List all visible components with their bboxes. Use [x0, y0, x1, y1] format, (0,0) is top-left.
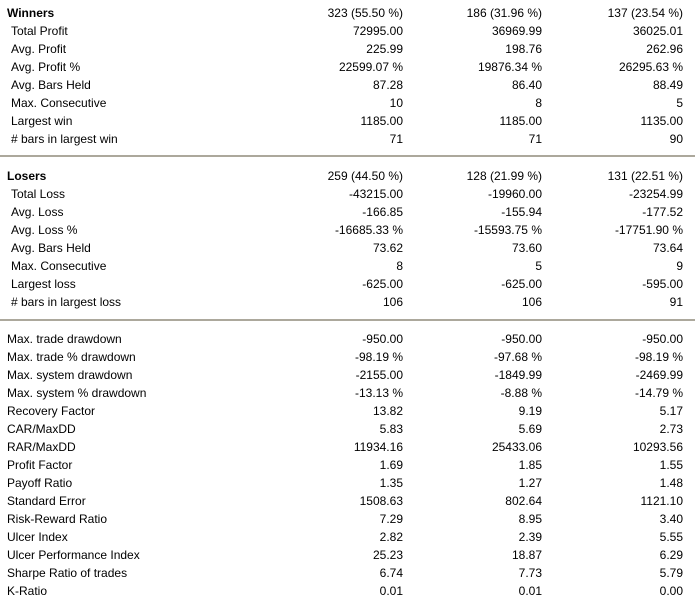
row-value-col3: 1121.10 [640, 494, 683, 508]
section-title: Winners [7, 6, 55, 20]
row-value-col3: 26295.63 % [618, 60, 683, 74]
row-value-col3: 1.48 [659, 476, 683, 490]
table-row [7, 239, 683, 257]
row-value-col3: -2469.99 [635, 368, 683, 382]
row-value-col3: -595.00 [642, 277, 683, 291]
row-label: Standard Error [7, 494, 86, 508]
row-value-col3: 91 [669, 295, 683, 309]
row-label: Total Loss [11, 187, 66, 201]
row-value-col1: -98.19 % [354, 350, 403, 364]
row-label: Ulcer Performance Index [7, 548, 140, 562]
row-label: Max. system drawdown [7, 368, 133, 382]
table-row [7, 94, 683, 112]
row-value-col2: 802.64 [505, 494, 542, 508]
row-value-col1: -166.85 [362, 205, 403, 219]
row-value-col3: 5 [676, 96, 683, 110]
row-label: Sharpe Ratio of trades [7, 566, 128, 580]
row-value-col1: -2155.00 [355, 368, 403, 382]
row-value-col1: 5.83 [379, 422, 403, 436]
row-value-col1: -950.00 [362, 332, 403, 346]
row-label: Total Profit [11, 24, 68, 38]
row-value-col1: 225.99 [366, 42, 403, 56]
table-row [7, 221, 683, 239]
row-value-col2: 25433.06 [491, 440, 542, 454]
table-row [7, 492, 683, 510]
row-value-col2: 86.40 [511, 78, 542, 92]
row-value-col1: 71 [389, 132, 403, 146]
row-value-col2: 5 [535, 259, 542, 273]
row-value-col1: 0.01 [379, 584, 403, 598]
row-label: Recovery Factor [7, 404, 96, 418]
row-value-col1: 22599.07 % [338, 60, 403, 74]
row-value-col1: 259 (44.50 %) [327, 169, 403, 183]
row-value-col3: 2.73 [659, 422, 683, 436]
row-value-col3: -950.00 [642, 332, 683, 346]
row-value-col2: 36969.99 [491, 24, 542, 38]
table-row [7, 130, 683, 148]
section-header-row [7, 167, 683, 185]
row-label: Avg. Bars Held [11, 78, 91, 92]
row-label: RAR/MaxDD [7, 440, 76, 454]
row-value-col3: -98.19 % [634, 350, 683, 364]
row-value-col2: -1849.99 [494, 368, 542, 382]
section-divider [0, 319, 695, 321]
table-row [7, 438, 683, 456]
row-value-col2: -8.88 % [500, 386, 542, 400]
section-system-stats [7, 330, 683, 600]
row-value-col2: 8.95 [518, 512, 542, 526]
row-value-col2: 73.60 [511, 241, 542, 255]
row-label: Avg. Profit % [11, 60, 81, 74]
row-value-col3: 5.79 [659, 566, 683, 580]
row-value-col1: 323 (55.50 %) [327, 6, 403, 20]
table-row [7, 564, 683, 582]
table-row [7, 58, 683, 76]
table-row [7, 257, 683, 275]
row-value-col3: 1.55 [659, 458, 683, 472]
table-row [7, 348, 683, 366]
row-value-col1: 2.82 [379, 530, 403, 544]
row-value-col3: -14.79 % [634, 386, 683, 400]
row-value-col2: 1.27 [518, 476, 542, 490]
row-value-col3: 73.64 [652, 241, 683, 255]
row-label: Largest win [11, 114, 73, 128]
table-row [7, 582, 683, 600]
section-divider [0, 155, 695, 157]
row-value-col1: 87.28 [372, 78, 403, 92]
section-winners [7, 4, 683, 148]
row-value-col2: 9.19 [518, 404, 542, 418]
row-value-col2: 1.85 [518, 458, 542, 472]
row-label: Payoff Ratio [7, 476, 73, 490]
row-value-col2: -97.68 % [493, 350, 542, 364]
row-value-col3: 131 (22.51 %) [607, 169, 683, 183]
row-value-col1: 73.62 [372, 241, 403, 255]
row-value-col3: -177.52 [642, 205, 683, 219]
row-label: Avg. Loss % [11, 223, 78, 237]
row-label: Max. Consecutive [11, 259, 107, 273]
row-label: Max. trade drawdown [7, 332, 122, 346]
table-row [7, 185, 683, 203]
row-value-col2: -19960.00 [487, 187, 542, 201]
row-value-col2: -950.00 [501, 332, 542, 346]
row-value-col3: -17751.90 % [614, 223, 683, 237]
row-label: # bars in largest loss [11, 295, 122, 309]
row-value-col2: 106 [521, 295, 542, 309]
row-value-col2: -625.00 [501, 277, 542, 291]
row-value-col1: 1508.63 [359, 494, 403, 508]
table-row [7, 420, 683, 438]
row-label: Largest loss [11, 277, 76, 291]
row-value-col3: 9 [676, 259, 683, 273]
row-value-col1: 1.35 [379, 476, 403, 490]
row-value-col1: -16685.33 % [334, 223, 403, 237]
row-value-col3: 88.49 [652, 78, 683, 92]
table-row [7, 112, 683, 130]
row-value-col2: 18.87 [511, 548, 542, 562]
row-value-col3: 36025.01 [632, 24, 683, 38]
row-value-col2: 0.01 [518, 584, 542, 598]
row-label: Avg. Loss [11, 205, 64, 219]
row-value-col2: 7.73 [518, 566, 542, 580]
row-value-col1: 72995.00 [352, 24, 403, 38]
table-row [7, 366, 683, 384]
table-row [7, 528, 683, 546]
row-value-col3: 3.40 [659, 512, 683, 526]
row-value-col2: -15593.75 % [473, 223, 542, 237]
row-value-col2: 186 (31.96 %) [466, 6, 542, 20]
table-row [7, 546, 683, 564]
row-value-col3: 137 (23.54 %) [607, 6, 683, 20]
row-value-col3: 10293.56 [632, 440, 683, 454]
row-value-col3: 262.96 [646, 42, 683, 56]
row-label: Max. trade % drawdown [7, 350, 136, 364]
row-value-col1: 6.74 [379, 566, 403, 580]
row-value-col1: 13.82 [372, 404, 403, 418]
row-value-col3: 1135.00 [640, 114, 683, 128]
row-value-col1: 25.23 [372, 548, 403, 562]
row-label: K-Ratio [7, 584, 48, 598]
row-value-col2: -155.94 [501, 205, 542, 219]
section-title: Losers [7, 169, 47, 183]
table-row [7, 40, 683, 58]
row-value-col2: 198.76 [505, 42, 542, 56]
row-value-col1: 10 [389, 96, 403, 110]
row-value-col1: 1.69 [379, 458, 403, 472]
row-value-col3: 5.17 [659, 404, 683, 418]
row-value-col1: -13.13 % [354, 386, 403, 400]
row-value-col1: 7.29 [379, 512, 403, 526]
row-label: Max. Consecutive [11, 96, 107, 110]
row-value-col3: 5.55 [659, 530, 683, 544]
table-row [7, 275, 683, 293]
row-value-col2: 128 (21.99 %) [466, 169, 542, 183]
row-value-col3: 6.29 [659, 548, 683, 562]
row-value-col2: 1185.00 [499, 114, 542, 128]
row-label: Max. system % drawdown [7, 386, 147, 400]
row-value-col1: 106 [382, 295, 403, 309]
row-value-col3: 90 [669, 132, 683, 146]
table-row [7, 330, 683, 348]
row-value-col2: 19876.34 % [477, 60, 542, 74]
row-label: Profit Factor [7, 458, 73, 472]
table-row [7, 293, 683, 311]
row-value-col2: 5.69 [518, 422, 542, 436]
row-value-col2: 2.39 [518, 530, 542, 544]
row-value-col1: 1185.00 [360, 114, 403, 128]
table-row [7, 76, 683, 94]
row-value-col3: -23254.99 [628, 187, 683, 201]
table-row [7, 384, 683, 402]
table-row [7, 474, 683, 492]
row-value-col1: 11934.16 [353, 440, 403, 454]
row-label: # bars in largest win [11, 132, 118, 146]
section-header-row [7, 4, 683, 22]
section-losers [7, 167, 683, 311]
row-value-col1: -625.00 [362, 277, 403, 291]
row-label: Risk-Reward Ratio [7, 512, 108, 526]
row-value-col1: 8 [396, 259, 403, 273]
row-value-col2: 8 [535, 96, 542, 110]
row-label: Ulcer Index [7, 530, 68, 544]
row-value-col1: -43215.00 [348, 187, 403, 201]
table-row [7, 203, 683, 221]
row-label: CAR/MaxDD [7, 422, 76, 436]
table-row [7, 456, 683, 474]
row-label: Avg. Profit [11, 42, 67, 56]
row-value-col2: 71 [528, 132, 542, 146]
table-row [7, 22, 683, 40]
table-row [7, 402, 683, 420]
row-label: Avg. Bars Held [11, 241, 91, 255]
table-row [7, 510, 683, 528]
row-value-col3: 0.00 [659, 584, 683, 598]
